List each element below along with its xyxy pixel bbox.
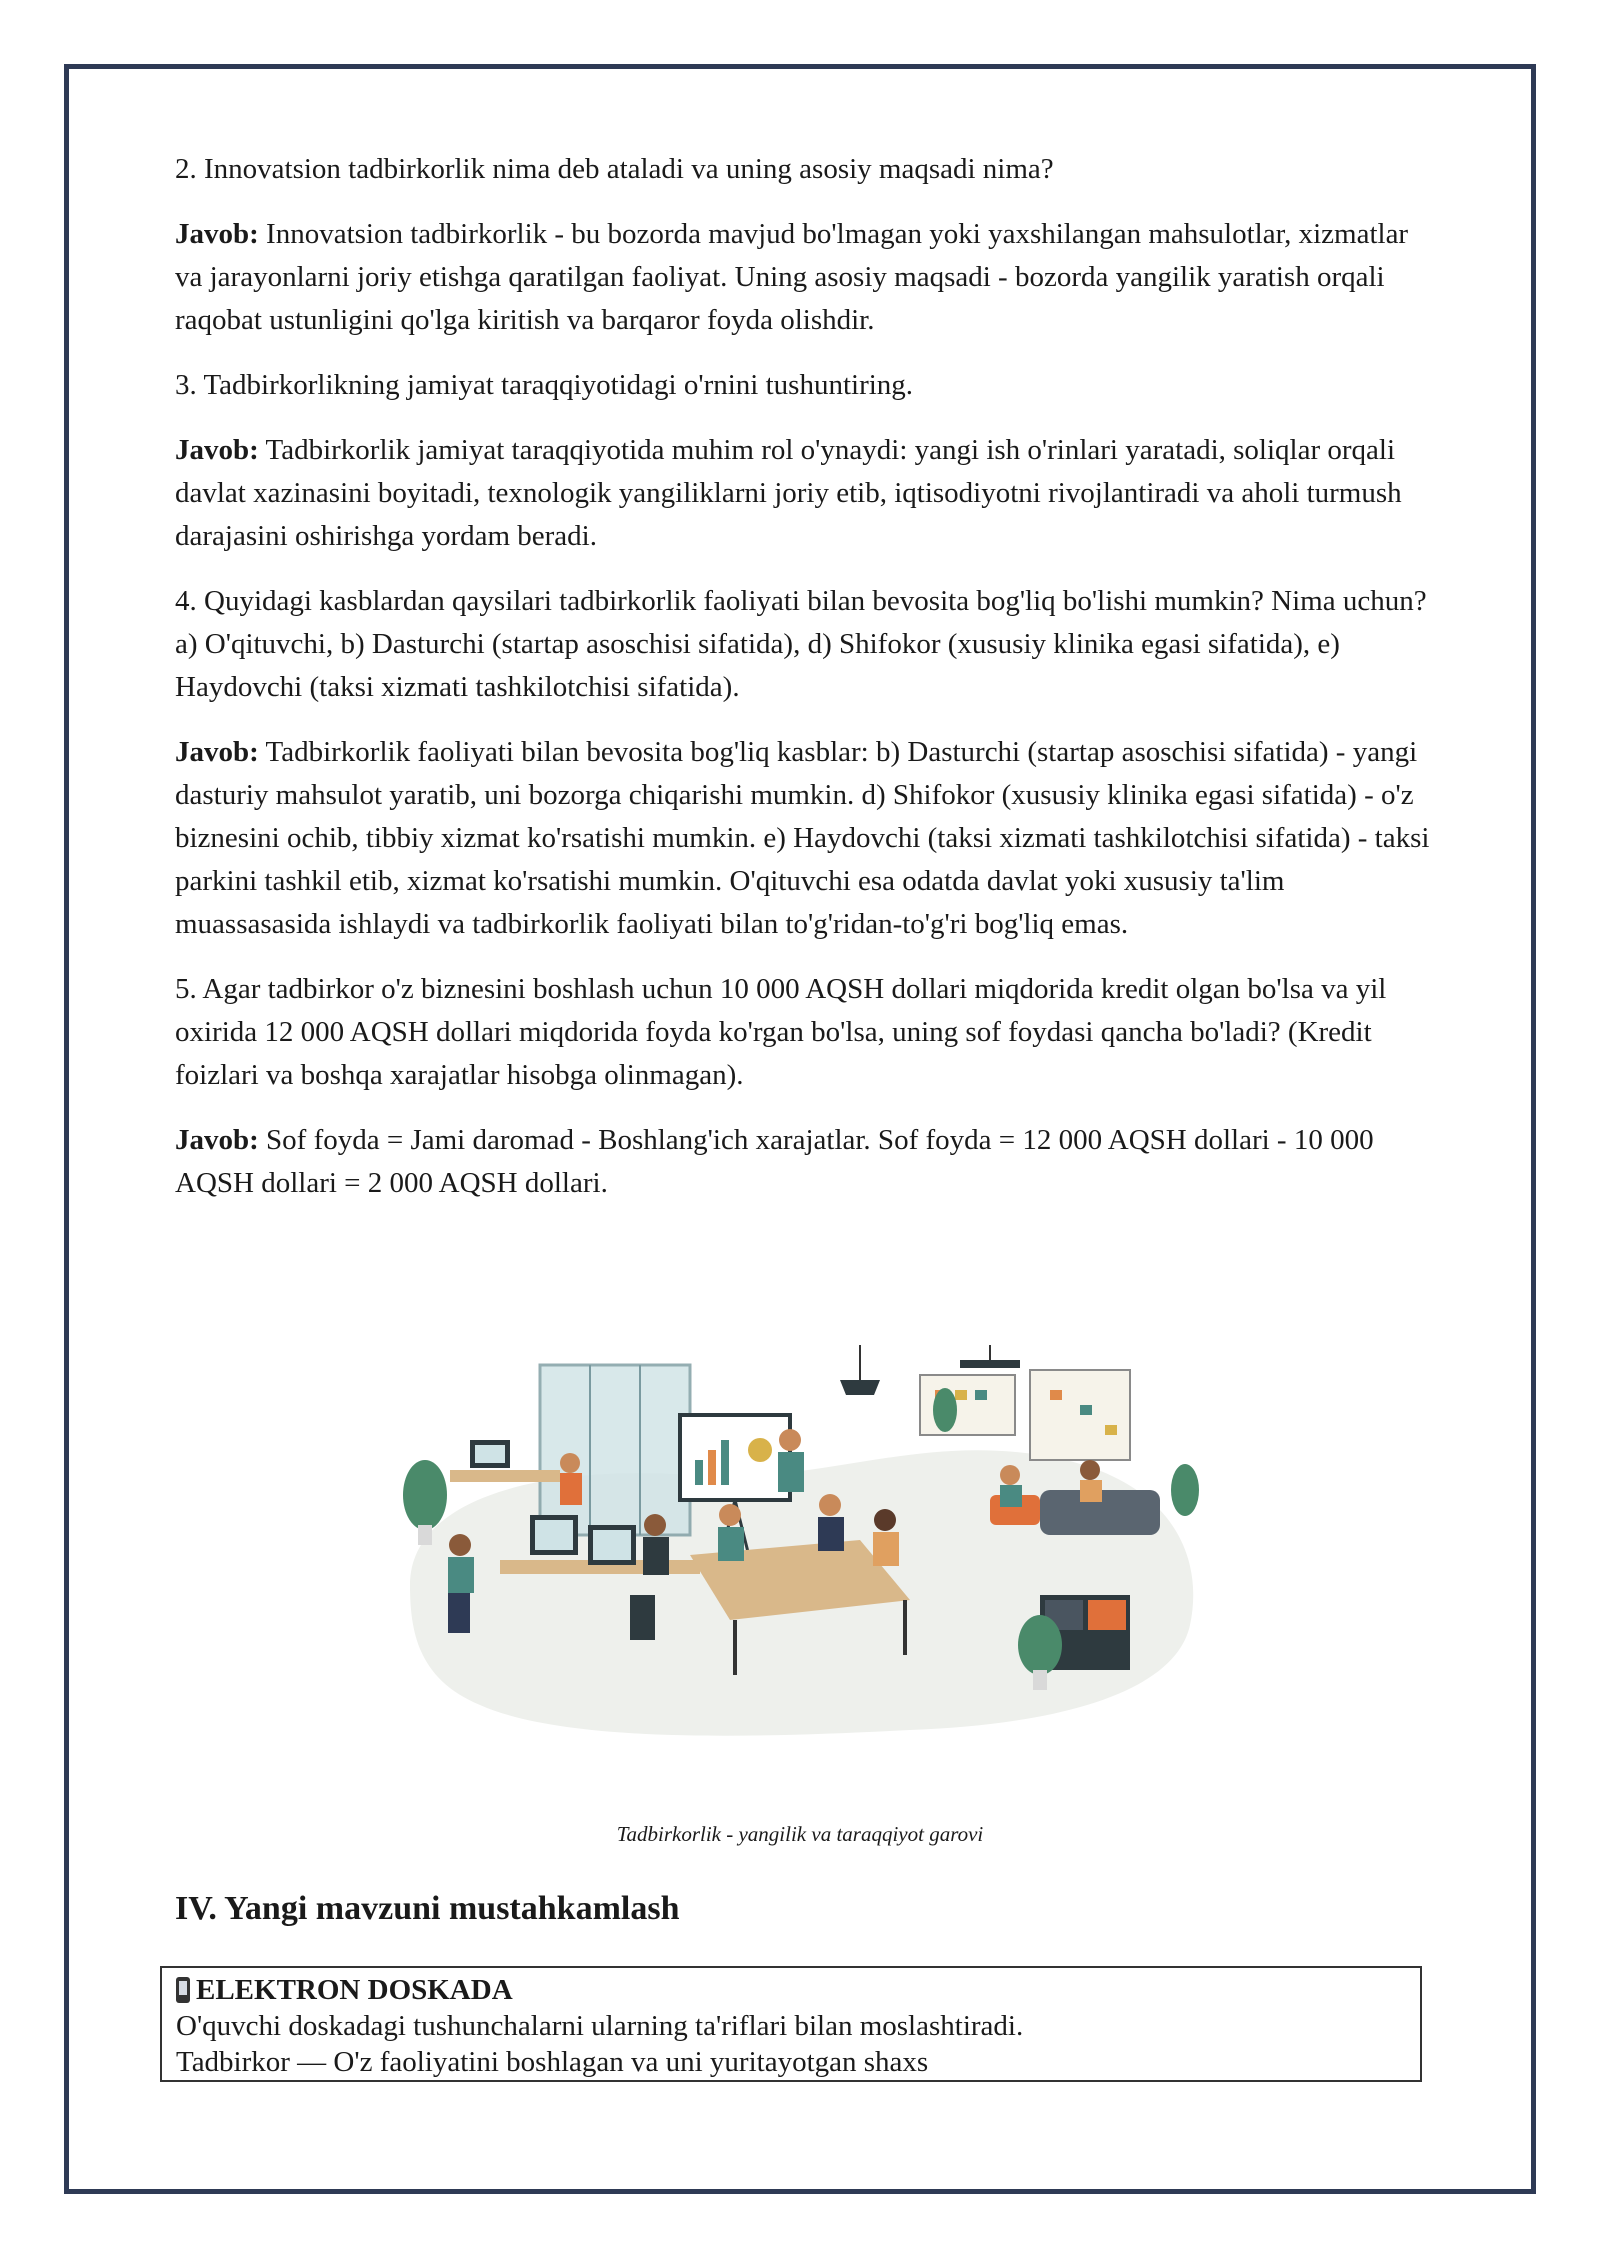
answer-3	[175, 429, 1435, 558]
answer-4	[175, 731, 1435, 946]
question-2: 2. Innovatsion tadbirkorlik nima deb ataladi va uning asosiy maqsadi nima?	[175, 153, 1054, 185]
office-scene-image	[390, 1345, 1210, 1755]
question-3: 3. Tadbirkorlikning jamiyat taraqqiyotidagi o'rnini tushuntiring.	[175, 369, 914, 401]
board-title: ELEKTRON DOSKADA	[196, 1974, 513, 2006]
office-illustration	[390, 1345, 1210, 1755]
answer-2	[175, 213, 1435, 342]
board-definition: Tadbirkor — O'z faoliyatini boshlagan va uni yuritayotgan shaxs	[176, 2046, 929, 2078]
mobile-phone-icon	[176, 1977, 190, 2003]
answer-5	[175, 1119, 1435, 1205]
question-5: 5. Agar tadbirkor o'z biznesini boshlash uchun 10 000 AQSH dollari miqdorida kredit olgan bo'lsa va yil oxirida 12 000 AQSH dollari miqdorida foyda ko'rgan bo'lsa, uning sof foydasi qancha bo'ladi? (Kredit foizlari va boshqa xarajatlar hisobga olinmagan).	[175, 973, 1387, 1091]
answer-label: Javob:	[175, 1124, 259, 1156]
question-4: 4. Quyidagi kasblardan qaysilari tadbirkorlik faoliyati bilan bevosita bog'liq bo'lishi mumkin? Nima uchun? a) O'qituvchi, b) Dasturchi (startap asoschisi sifatida), d) Shifokor (xususiy klinika egasi sifatida), e) Haydovchi (taksi xizmati tashkilotchisi sifatida).	[175, 585, 1427, 703]
answer-label: Javob:	[175, 434, 259, 466]
answer-label: Javob:	[175, 218, 259, 250]
board-title-row	[176, 1972, 1406, 2008]
section-heading: IV. Yangi mavzuni mustahkamlash	[175, 1890, 680, 1927]
answer-text: Sof foyda = Jami daromad - Boshlang'ich xarajatlar. Sof foyda = 12 000 AQSH dollari - 10 000 AQSH dollari = 2 000 AQSH dollari.	[175, 1124, 1374, 1199]
answer-text: Tadbirkorlik jamiyat taraqqiyotida muhim rol o'ynaydi: yangi ish o'rinlari yaratadi, soliqlar orqali davlat xazinasini boyitadi, texnologik yangiliklarni joriy etib, iqtisodiyotni rivojlantiradi va aholi turmush darajasini oshirishga yordam beradi.	[175, 434, 1402, 552]
qa-section	[175, 148, 1435, 1227]
figure-caption: Tadbirkorlik - yangilik va taraqqiyot garovi	[616, 1822, 984, 1846]
answer-text: Innovatsion tadbirkorlik - bu bozorda mavjud bo'lmagan yoki yaxshilangan mahsulotlar, xizmatlar va jarayonlarni joriy etishga qaratilgan faoliyat. Uning asosiy maqsadi - bozorda yangilik yaratish orqali raqobat ustunligini qo'lga kiritish va barqaror foyda olishdir.	[175, 218, 1409, 336]
board-instruction: O'quvchi doskadagi tushunchalarni ularning ta'riflari bilan moslashtiradi.	[176, 2010, 1024, 2042]
answer-text: Tadbirkorlik faoliyati bilan bevosita bog'liq kasblar: b) Dasturchi (startap asoschisi sifatida) - yangi dasturiy mahsulot yaratib, uni bozorga chiqarishi mumkin. d) Shifokor (xususiy klinika egasi sifatida) - o'z biznesini ochib, tibbiy xizmat ko'rsatishi mumkin. e) Haydovchi (taksi xizmati tashkilotchisi sifatida) - taksi parkini tashkil etib, xizmat ko'rsatishi mumkin. O'qituvchi esa odatda davlat yoki xususiy ta'lim muassasasida ishlaydi va tadbirkorlik faoliyati bilan to'g'ridan-to'g'ri bog'liq emas.	[175, 736, 1430, 940]
answer-label: Javob:	[175, 736, 259, 768]
electronic-board-box	[160, 1966, 1422, 2082]
